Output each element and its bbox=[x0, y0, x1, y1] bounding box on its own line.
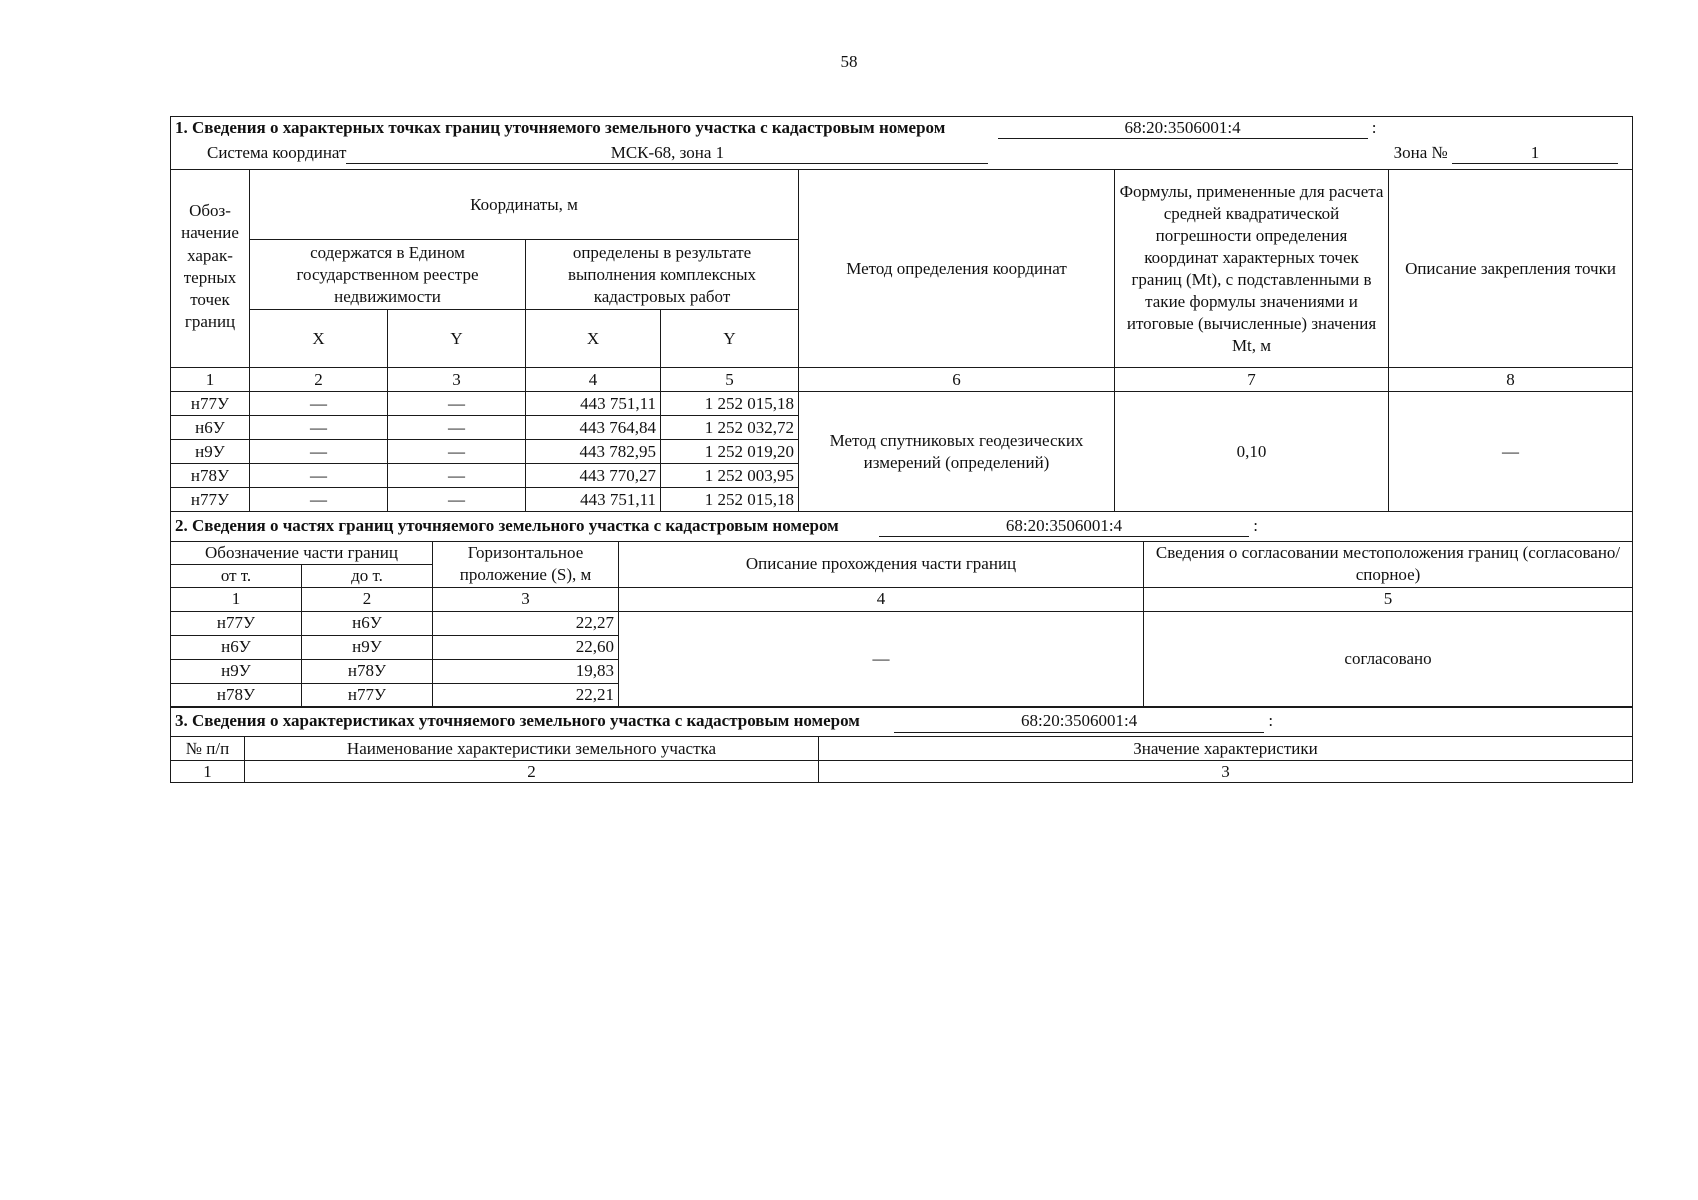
col-number: 2 bbox=[302, 587, 433, 611]
section1-title: 1. Сведения о характерных точках границ уточняемого земельного участка с кадастровым номером bbox=[175, 118, 946, 137]
x-coordinate: 443 751,11 bbox=[526, 392, 661, 416]
col-number: 1 bbox=[171, 368, 250, 392]
x-egrn: — bbox=[250, 464, 388, 488]
y-egrn: — bbox=[388, 416, 526, 440]
header-num: № п/п bbox=[171, 737, 245, 761]
y-egrn: — bbox=[388, 464, 526, 488]
horizontal-distance: 22,21 bbox=[433, 683, 619, 707]
y-egrn: — bbox=[388, 488, 526, 512]
section3-cadastral-number: 68:20:3506001:4 bbox=[894, 711, 1264, 732]
header-fixing: Описание закрепления точки bbox=[1389, 170, 1633, 368]
to-point: н6У bbox=[302, 611, 433, 635]
y-egrn: — bbox=[388, 392, 526, 416]
col-number: 2 bbox=[245, 761, 819, 783]
header-determined: определены в результате выполнения комплексных кадастровых работ bbox=[526, 240, 799, 310]
header-description: Описание прохождения части границ bbox=[619, 541, 1144, 587]
header-x: X bbox=[526, 310, 661, 368]
col-number: 1 bbox=[171, 761, 245, 783]
header-name: Наименование характеристики земельного участка bbox=[245, 737, 819, 761]
horizontal-distance: 22,27 bbox=[433, 611, 619, 635]
header-from: от т. bbox=[171, 564, 302, 587]
cadastral-document bbox=[170, 116, 1632, 783]
section2-colon: : bbox=[1253, 515, 1258, 535]
y-coordinate: 1 252 015,18 bbox=[661, 392, 799, 416]
col-number: 3 bbox=[433, 587, 619, 611]
coord-system-cell bbox=[171, 140, 1633, 170]
coord-system-label: Система координат bbox=[207, 142, 347, 162]
horizontal-distance: 22,60 bbox=[433, 635, 619, 659]
point-designation: н78У bbox=[171, 464, 250, 488]
fixing-value: — bbox=[1389, 392, 1633, 512]
zone-value: 1 bbox=[1452, 143, 1618, 164]
col-number: 5 bbox=[1144, 587, 1633, 611]
section3-colon: : bbox=[1268, 711, 1274, 731]
mt-value: 0,10 bbox=[1115, 392, 1389, 512]
col-number: 2 bbox=[250, 368, 388, 392]
y-coordinate: 1 252 019,20 bbox=[661, 440, 799, 464]
section2-title: 2. Сведения о частях границ уточняемого земельного участка с кадастровым номером bbox=[175, 515, 839, 535]
point-designation: н77У bbox=[171, 392, 250, 416]
header-designation: Обоз-начение харак-терных точек границ bbox=[171, 170, 250, 368]
header-in-egrn: содержатся в Едином государственном реестре недвижимости bbox=[250, 240, 526, 310]
section1-colon: : bbox=[1371, 118, 1377, 137]
table-row bbox=[171, 611, 1633, 635]
agreement-value: согласовано bbox=[1144, 611, 1633, 707]
header-part-designation: Обозначение части границ bbox=[171, 541, 433, 564]
y-coordinate: 1 252 003,95 bbox=[661, 464, 799, 488]
section3-title: 3. Сведения о характеристиках уточняемого земельного участка с кадастровым номером bbox=[175, 711, 860, 731]
from-point: н77У bbox=[171, 611, 302, 635]
header-coordinates: Координаты, м bbox=[250, 170, 799, 240]
x-egrn: — bbox=[250, 440, 388, 464]
col-number: 7 bbox=[1115, 368, 1389, 392]
x-coordinate: 443 764,84 bbox=[526, 416, 661, 440]
x-egrn: — bbox=[250, 392, 388, 416]
y-egrn: — bbox=[388, 440, 526, 464]
col-number: 4 bbox=[619, 587, 1144, 611]
header-formulas: Формулы, примененные для расчета средней квадратической погрешности определения координат характерных точек границ (Mt), с подставленными в такие формулы значениями и итоговые (вычисленные) значения Mt, м bbox=[1115, 170, 1389, 368]
horizontal-distance: 19,83 bbox=[433, 659, 619, 683]
point-designation: н6У bbox=[171, 416, 250, 440]
x-egrn: — bbox=[250, 488, 388, 512]
description-value: — bbox=[619, 611, 1144, 707]
header-horizontal: Горизонтальное проложение (S), м bbox=[433, 541, 619, 587]
coord-system-value: МСК-68, зона 1 bbox=[346, 143, 988, 164]
header-to: до т. bbox=[302, 564, 433, 587]
table-row bbox=[171, 392, 1633, 416]
from-point: н6У bbox=[171, 635, 302, 659]
section1-cadastral-number: 68:20:3506001:4 bbox=[998, 118, 1368, 139]
section1-table bbox=[170, 116, 1633, 512]
header-value: Значение характеристики bbox=[819, 737, 1633, 761]
section3-table bbox=[170, 706, 1633, 783]
x-coordinate: 443 770,27 bbox=[526, 464, 661, 488]
x-egrn: — bbox=[250, 416, 388, 440]
header-x-egrn: X bbox=[250, 310, 388, 368]
section1-title-cell bbox=[171, 117, 1633, 141]
to-point: н78У bbox=[302, 659, 433, 683]
col-number: 3 bbox=[819, 761, 1633, 783]
to-point: н77У bbox=[302, 683, 433, 707]
to-point: н9У bbox=[302, 635, 433, 659]
section3-title-cell bbox=[171, 707, 1633, 737]
col-number: 8 bbox=[1389, 368, 1633, 392]
col-number: 6 bbox=[799, 368, 1115, 392]
section2-title-cell bbox=[171, 511, 1633, 541]
zone-label: Зона № bbox=[1393, 142, 1448, 162]
method-value: Метод спутниковых геодезических измерений (определений) bbox=[799, 392, 1115, 512]
col-number: 3 bbox=[388, 368, 526, 392]
col-number: 4 bbox=[526, 368, 661, 392]
point-designation: н77У bbox=[171, 488, 250, 512]
x-coordinate: 443 782,95 bbox=[526, 440, 661, 464]
y-coordinate: 1 252 015,18 bbox=[661, 488, 799, 512]
header-y: Y bbox=[661, 310, 799, 368]
col-number: 5 bbox=[661, 368, 799, 392]
header-method: Метод определения координат bbox=[799, 170, 1115, 368]
point-designation: н9У bbox=[171, 440, 250, 464]
section2-cadastral-number: 68:20:3506001:4 bbox=[879, 516, 1249, 537]
header-agreement: Сведения о согласовании местоположения границ (согласовано/спорное) bbox=[1144, 541, 1633, 587]
header-y-egrn: Y bbox=[388, 310, 526, 368]
y-coordinate: 1 252 032,72 bbox=[661, 416, 799, 440]
col-number: 1 bbox=[171, 587, 302, 611]
x-coordinate: 443 751,11 bbox=[526, 488, 661, 512]
section2-table bbox=[170, 511, 1633, 708]
from-point: н9У bbox=[171, 659, 302, 683]
from-point: н78У bbox=[171, 683, 302, 707]
page-number: 58 bbox=[840, 52, 858, 71]
